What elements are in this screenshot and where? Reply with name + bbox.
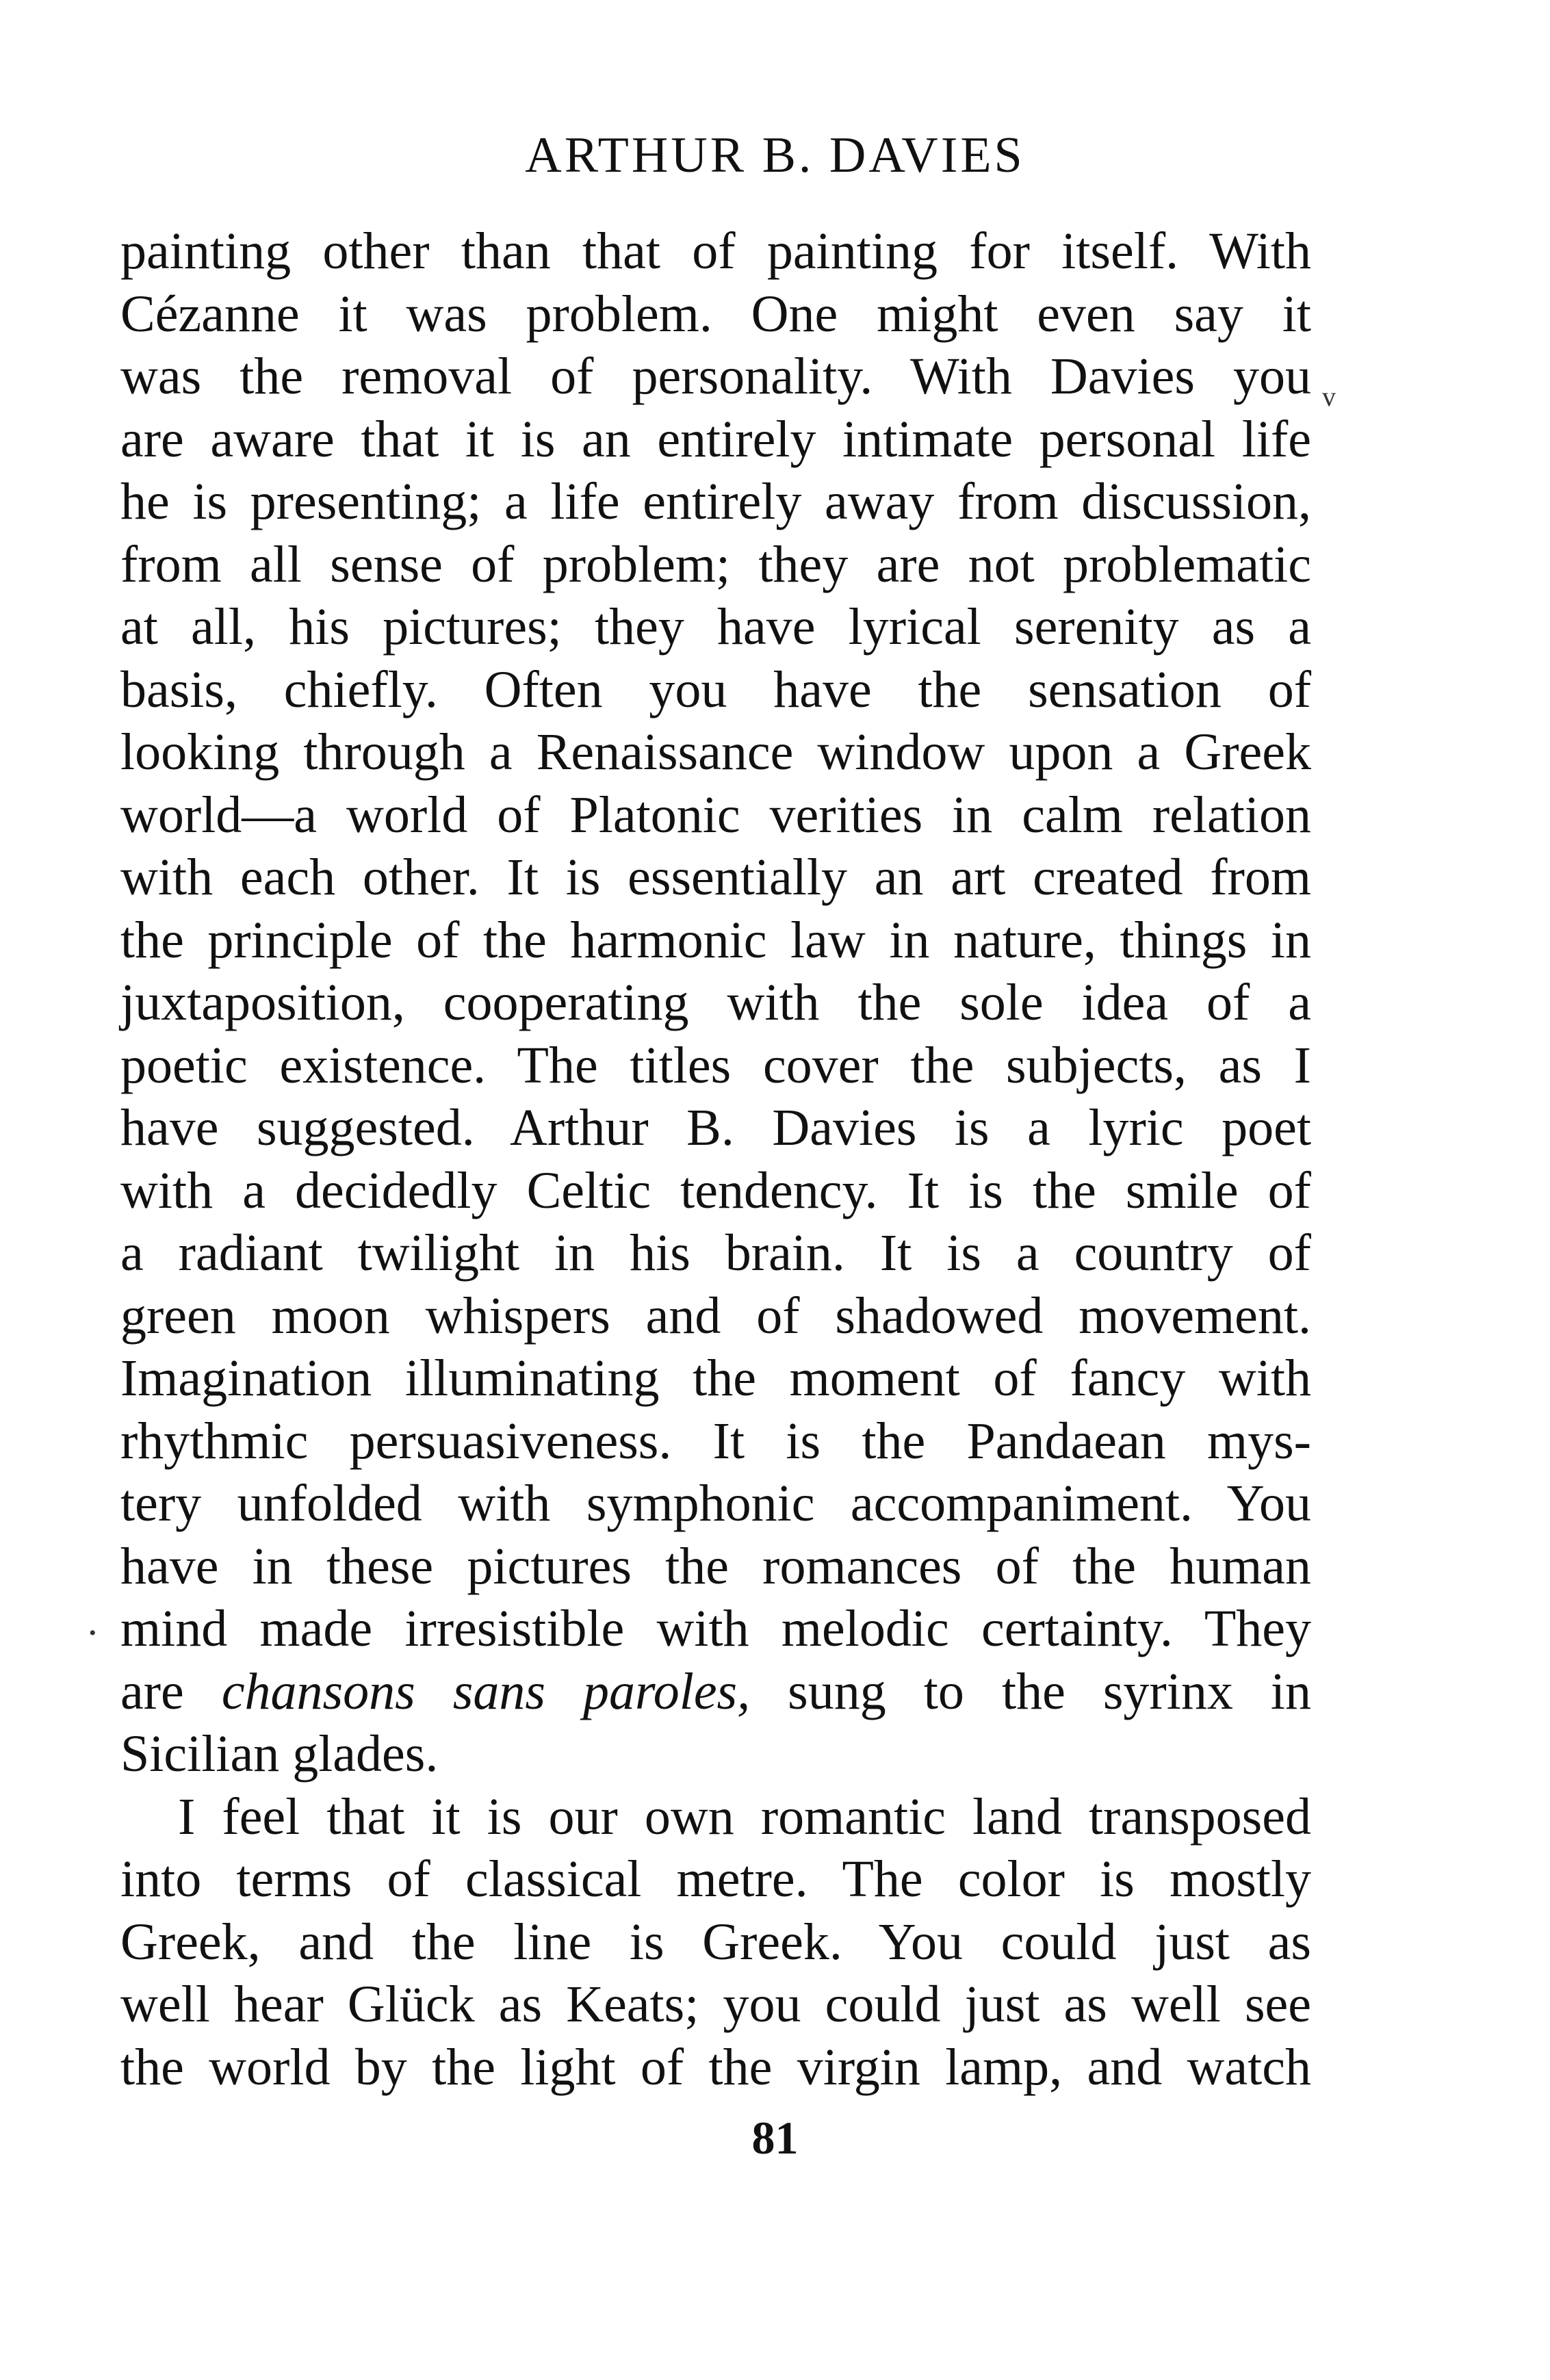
text-line: the principle of the harmonic law in nature, things in (120, 911, 1311, 969)
text-line: basis, chiefly. Often you have the sensation of (120, 660, 1311, 719)
text-line: world—a world of Platonic verities in calm relation (120, 786, 1311, 844)
text-span: sung to the syrinx in (750, 1662, 1312, 1720)
text-line: with each other. It is essentially an art created from (120, 849, 1311, 906)
text-line: with a decidedly Celtic tendency. It is the smile of (120, 1161, 1311, 1219)
text-line: green moon whispers and of shadowed movement. (120, 1286, 1311, 1345)
text-line: painting other than that of painting for itself. With (120, 222, 1311, 280)
text-line: he is presenting; a life entirely away from discussion, (120, 473, 1311, 530)
paragraph-1 (120, 220, 1311, 1786)
text-line: at all, his pictures; they have lyrical serenity as a (120, 598, 1311, 656)
text-line: the world by the light of the virgin lamp, and watch (120, 2038, 1311, 2096)
text-line: Cézanne it was problem. One might even say it (120, 285, 1311, 343)
text-line: a radiant twilight in his brain. It is a country of (120, 1224, 1311, 1282)
text-span: are (120, 1662, 222, 1720)
text-line: looking through a Renaissance window upon a Greek (120, 723, 1311, 781)
text-line: I feel that it is our own romantic land transposed (178, 1787, 1311, 1846)
text-line: have in these pictures the romances of the human (120, 1537, 1311, 1595)
margin-dot-mark: • (89, 1622, 96, 1644)
text-line: mind made irresistible with melodic certainty. They (120, 1600, 1311, 1657)
text-line: juxtaposition, cooperating with the sole idea of a (120, 974, 1311, 1031)
text-line: Sicilian glades. (120, 1725, 439, 1783)
text-line-italic-phrase (120, 1661, 1311, 1724)
text-line: Greek, and the line is Greek. You could just as (120, 1913, 1311, 1971)
text-line: tery unfolded with symphonic accompaniment. You (120, 1475, 1311, 1532)
text-line: into terms of classical metre. The color is mostly (120, 1850, 1311, 1908)
margin-caret-mark: v (1322, 381, 1336, 412)
body-text (120, 220, 1311, 2099)
paragraph-2 (120, 1786, 1311, 2099)
text-line: was the removal of personality. With Davies you (120, 348, 1311, 405)
running-head: ARTHUR B. DAVIES (525, 127, 1025, 183)
page-number: 81 (751, 2112, 799, 2164)
text-line: from all sense of problem; they are not problematic (120, 535, 1311, 593)
text-line: Imagination illuminating the moment of fancy with (120, 1349, 1311, 1407)
italic-phrase: chansons sans paroles, (221, 1662, 751, 1720)
text-line: well hear Glück as Keats; you could just as well see (120, 1976, 1311, 2033)
text-line: have suggested. Arthur B. Davies is a lyric poet (120, 1099, 1311, 1156)
text-line: are aware that it is an entirely intimate personal life (120, 410, 1311, 468)
text-line: rhythmic persuasiveness. It is the Pandaean mys- (120, 1412, 1311, 1470)
text-line: poetic existence. The titles cover the subjects, as I (120, 1036, 1311, 1094)
